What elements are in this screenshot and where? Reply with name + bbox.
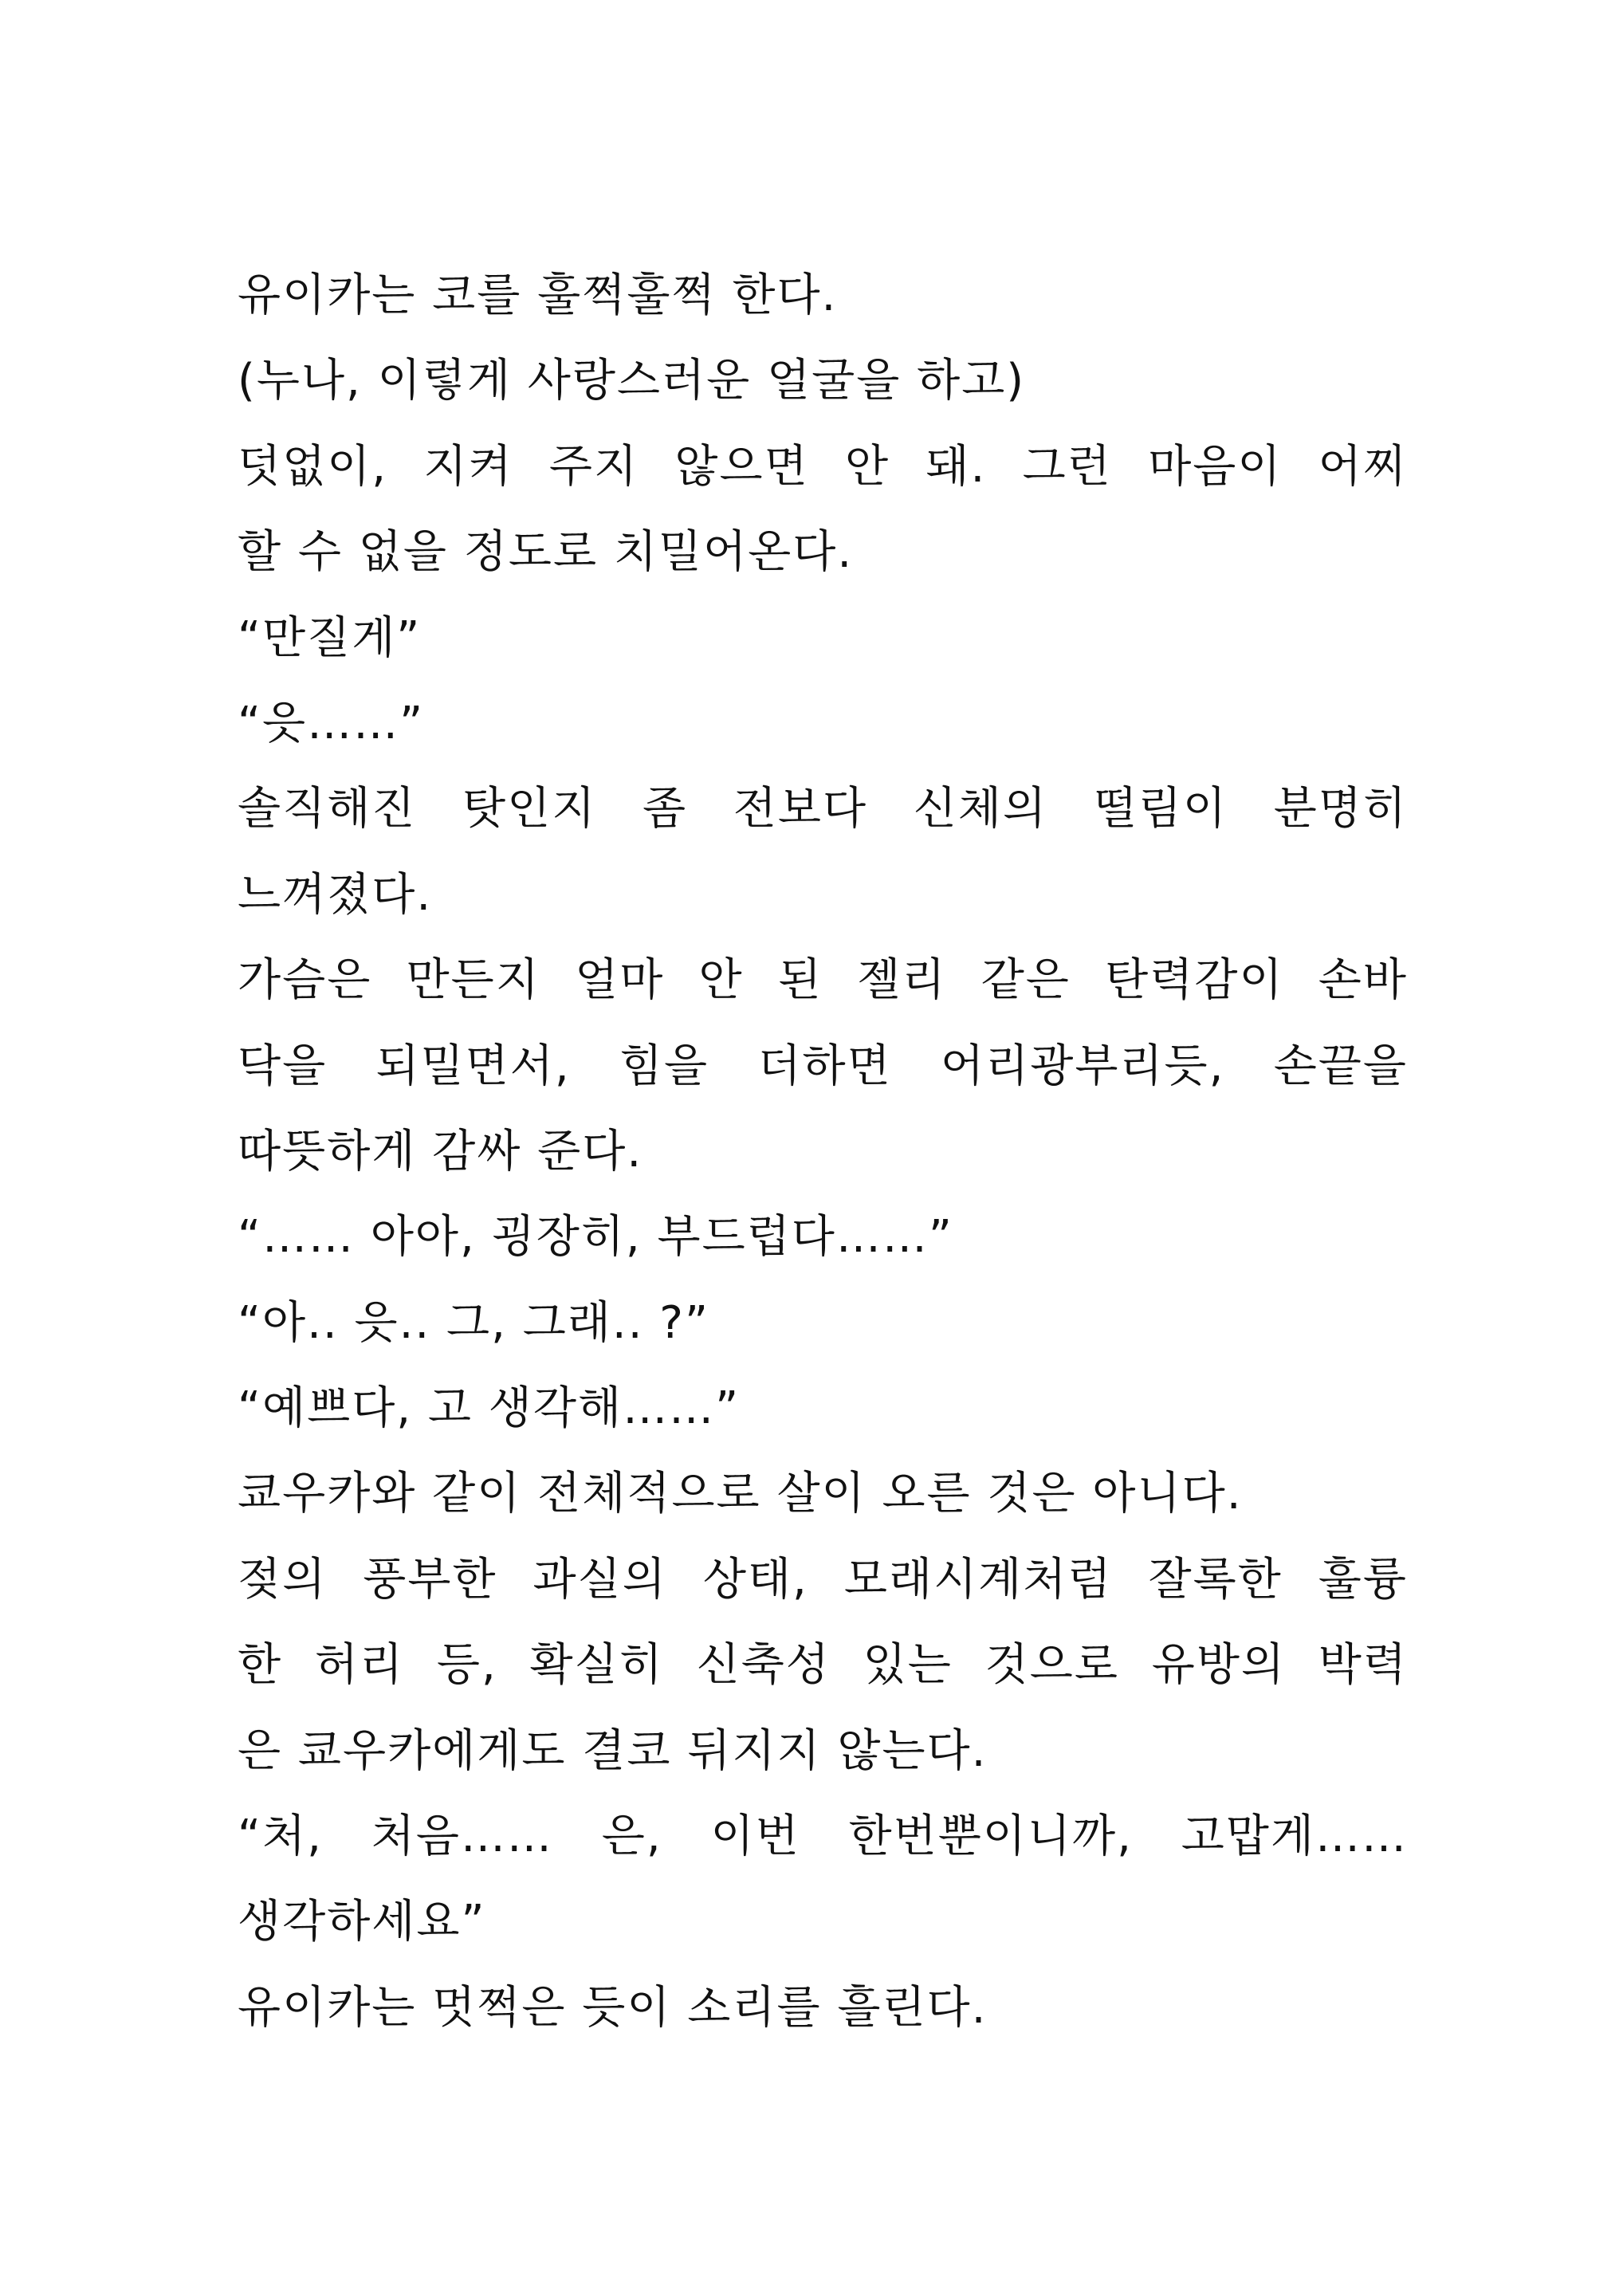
text-line: “만질게” <box>238 611 422 664</box>
text-line: “예쁘다, 고 생각해……” <box>238 1382 741 1435</box>
text-line: 유이카는 코를 훌쩍훌쩍 한다. <box>238 269 838 321</box>
text-line: 솔직해진 탓인지 좀 전보다 신체의 떨림이 분명히 <box>238 783 1408 835</box>
text-line: 생각하세요” <box>238 1896 486 1948</box>
text-line: 닥을 되밀면서, 힘을 더하면 어리광부리듯, 손끝을 <box>238 1040 1408 1092</box>
text-line: 유이카는 멋쩍은 듯이 소리를 흘린다. <box>238 1981 988 2034</box>
body-text <box>238 267 1408 2065</box>
text-line: “…… 아아, 굉장히, 부드럽다……” <box>238 1211 953 1264</box>
text-line: 한 허리 등, 확실히 신축성 있는 것으로 유방의 박력 <box>238 1639 1408 1692</box>
text-line: “처, 처음…… 은, 이번 한번뿐이니까, 고맙게…… <box>238 1810 1408 1863</box>
text-line: (누나, 이렇게 사랑스러운 얼굴을 하고) <box>238 355 1026 407</box>
text-line: 따뜻하게 감싸 준다. <box>238 1125 643 1177</box>
text-line: 할 수 없을 정도로 치밀어온다. <box>238 526 854 579</box>
text-line: 은 쿄우카에게도 결코 뒤지지 않는다. <box>238 1724 988 1777</box>
text-line: 덧없이, 지켜 주지 않으면 안 돼. 그런 마음이 어찌 <box>238 440 1408 493</box>
text-line: “읏……” <box>238 697 425 749</box>
text-line: 쿄우카와 같이 전체적으로 살이 오른 것은 아니다. <box>238 1468 1243 1520</box>
text-line: “아.. 읏.. 그, 그래.. ?” <box>238 1296 710 1349</box>
text-line: 느껴졌다. <box>238 868 433 921</box>
text-line: 가슴은 만든지 얼마 안 된 젤리 같은 탄력감이 손바 <box>238 954 1408 1007</box>
text-line: 젖의 풍부한 과실의 상태, 모래시계처럼 잘록한 훌륭 <box>238 1553 1408 1606</box>
